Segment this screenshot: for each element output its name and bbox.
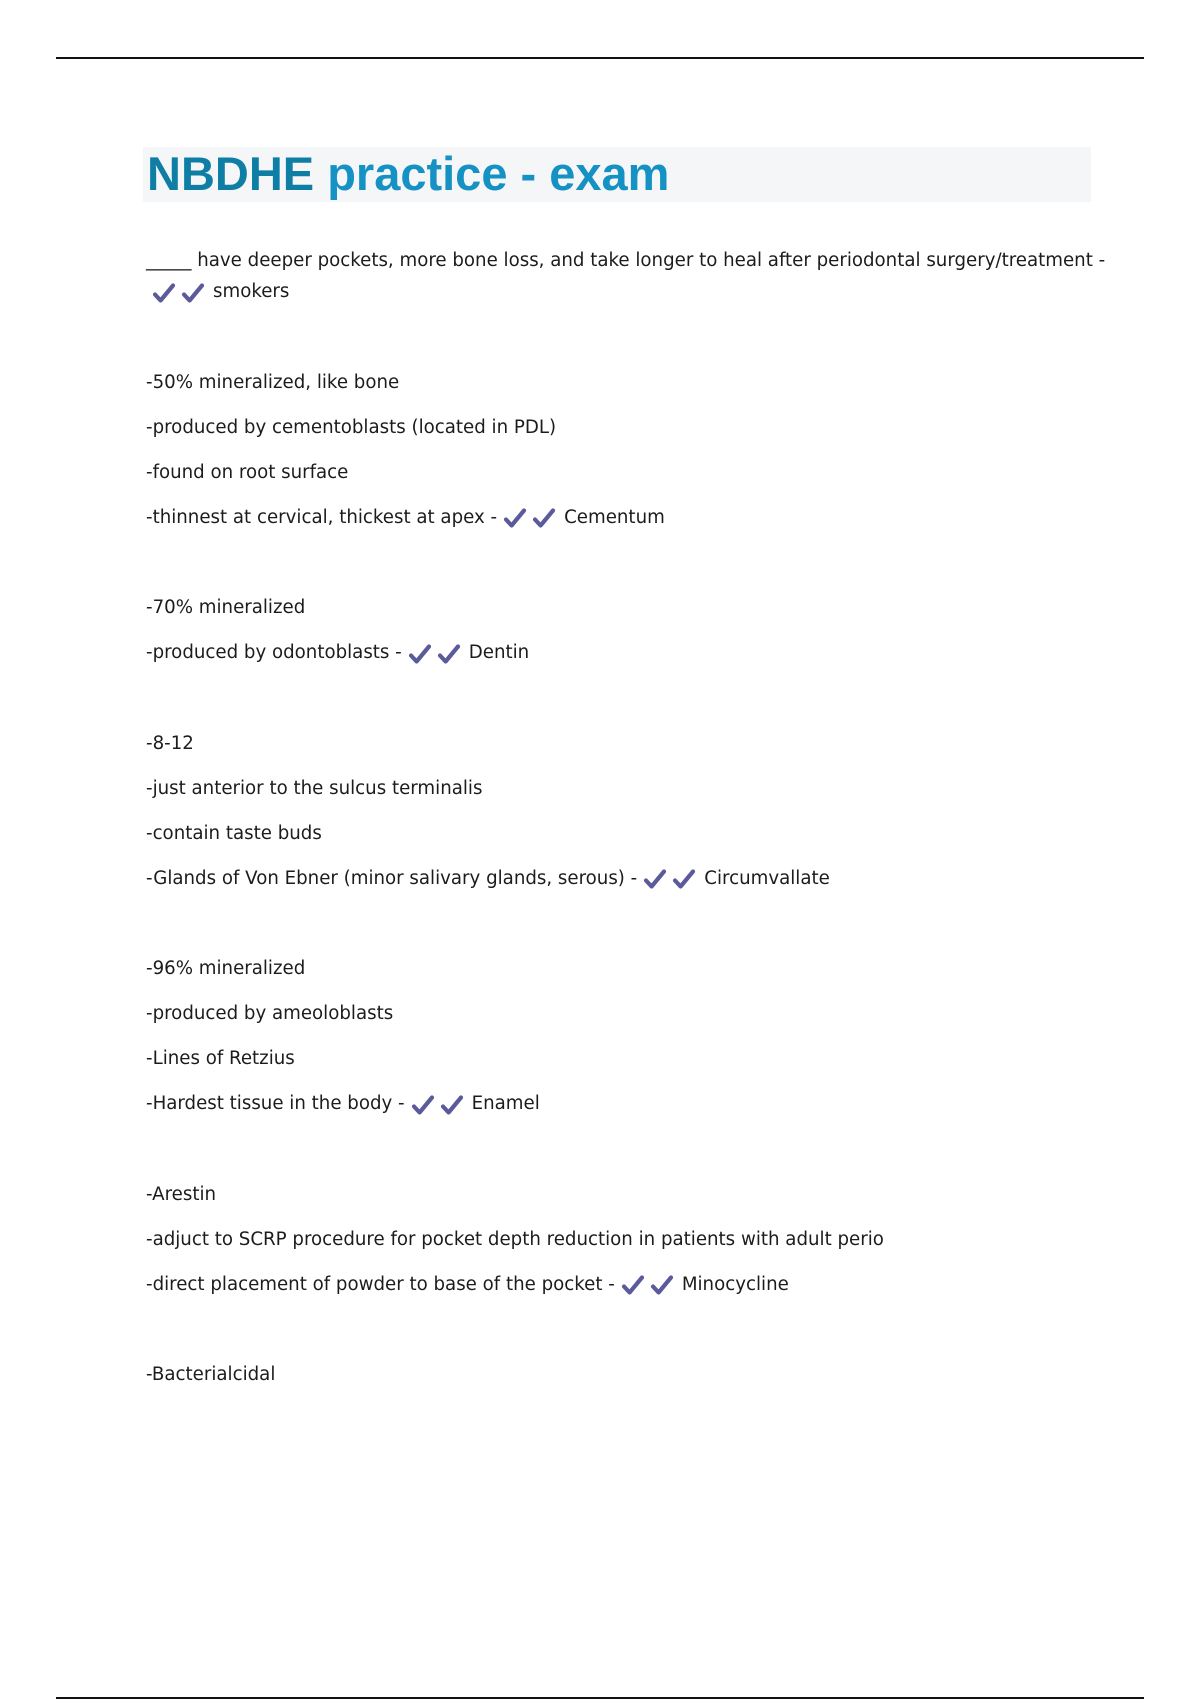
question-line — [146, 245, 1106, 308]
checkmark-icon — [650, 1273, 674, 1297]
answer-marker — [408, 638, 466, 669]
flashcard — [146, 1359, 1106, 1390]
question-text: -thinnest at cervical, thickest at apex - — [146, 506, 498, 528]
question-text: -direct placement of powder to base of the pocket - — [146, 1273, 615, 1295]
answer-marker — [152, 277, 210, 308]
question-text: -70% mineralized — [146, 597, 306, 618]
question-line — [146, 1269, 1106, 1301]
question-text: -produced by odontoblasts - — [146, 642, 402, 663]
checkmark-icon — [411, 1093, 435, 1117]
question-line — [146, 953, 1106, 984]
flashcard — [146, 728, 1106, 895]
checkmark-icon — [440, 1093, 464, 1117]
checkmark-icon — [643, 867, 667, 891]
question-text: -Bacterialcidal — [146, 1364, 276, 1385]
checkmark-icon — [181, 281, 205, 305]
question-line — [146, 367, 1106, 398]
question-line — [146, 1088, 1106, 1120]
flashcard — [146, 953, 1106, 1120]
title-part-1: NBDHE — [147, 147, 328, 200]
question-text: -8-12 — [146, 732, 194, 754]
page-title — [147, 146, 669, 202]
flashcard — [146, 592, 1106, 669]
question-line — [146, 1179, 1106, 1210]
flashcard-list — [146, 245, 1106, 1390]
answer-marker — [643, 863, 701, 894]
question-text: -50% mineralized, like bone — [146, 371, 400, 393]
question-text: -96% mineralized — [146, 958, 306, 979]
checkmark-icon — [152, 281, 176, 305]
question-line — [146, 502, 1106, 534]
question-text: -just anterior to the sulcus terminalis — [146, 777, 483, 799]
checkmark-icon — [532, 506, 556, 530]
question-text: -produced by cementoblasts (located in PDL) — [146, 416, 557, 438]
answer-marker — [503, 502, 561, 533]
question-line — [146, 863, 1106, 895]
answer-text: Circumvallate — [704, 867, 830, 889]
checkmark-icon — [437, 642, 461, 666]
question-line — [146, 998, 1106, 1029]
checkmark-icon — [672, 867, 696, 891]
question-text: -Glands of Von Ebner (minor salivary glands, serous) - — [146, 867, 638, 889]
question-line — [146, 773, 1106, 804]
answer-text: Dentin — [468, 642, 530, 663]
flashcard — [146, 1179, 1106, 1301]
question-line — [146, 1359, 1106, 1390]
question-text: _____ have deeper pockets, more bone loss, and take longer to heal after periodontal surgery/treatment - — [146, 250, 1106, 271]
question-text: -Hardest tissue in the body - — [146, 1093, 405, 1114]
question-text: -produced by ameoloblasts — [146, 1003, 394, 1024]
checkmark-icon — [408, 642, 432, 666]
top-rule — [56, 57, 1144, 59]
checkmark-icon — [621, 1273, 645, 1297]
answer-text: Enamel — [471, 1093, 540, 1114]
title-part-2: practice - exam — [327, 147, 670, 200]
question-line — [146, 818, 1106, 849]
answer-text: smokers — [213, 281, 290, 302]
flashcard — [146, 367, 1106, 534]
question-line — [146, 592, 1106, 623]
flashcard — [146, 245, 1106, 308]
question-text: -Lines of Retzius — [146, 1048, 295, 1069]
question-text: -contain taste buds — [146, 822, 322, 844]
question-text: -found on root surface — [146, 461, 349, 483]
bottom-rule — [56, 1697, 1144, 1699]
answer-marker — [411, 1089, 469, 1120]
answer-marker — [621, 1269, 679, 1300]
question-text: -Arestin — [146, 1183, 217, 1205]
question-line — [146, 412, 1106, 443]
question-line — [146, 637, 1106, 669]
checkmark-icon — [503, 506, 527, 530]
answer-text: Cementum — [564, 506, 665, 528]
question-line — [146, 1043, 1106, 1074]
question-line — [146, 457, 1106, 488]
answer-text: Minocycline — [681, 1273, 789, 1295]
question-text: -adjuct to SCRP procedure for pocket depth reduction in patients with adult perio — [146, 1228, 884, 1250]
question-line — [146, 1224, 1106, 1255]
question-line — [146, 728, 1106, 759]
